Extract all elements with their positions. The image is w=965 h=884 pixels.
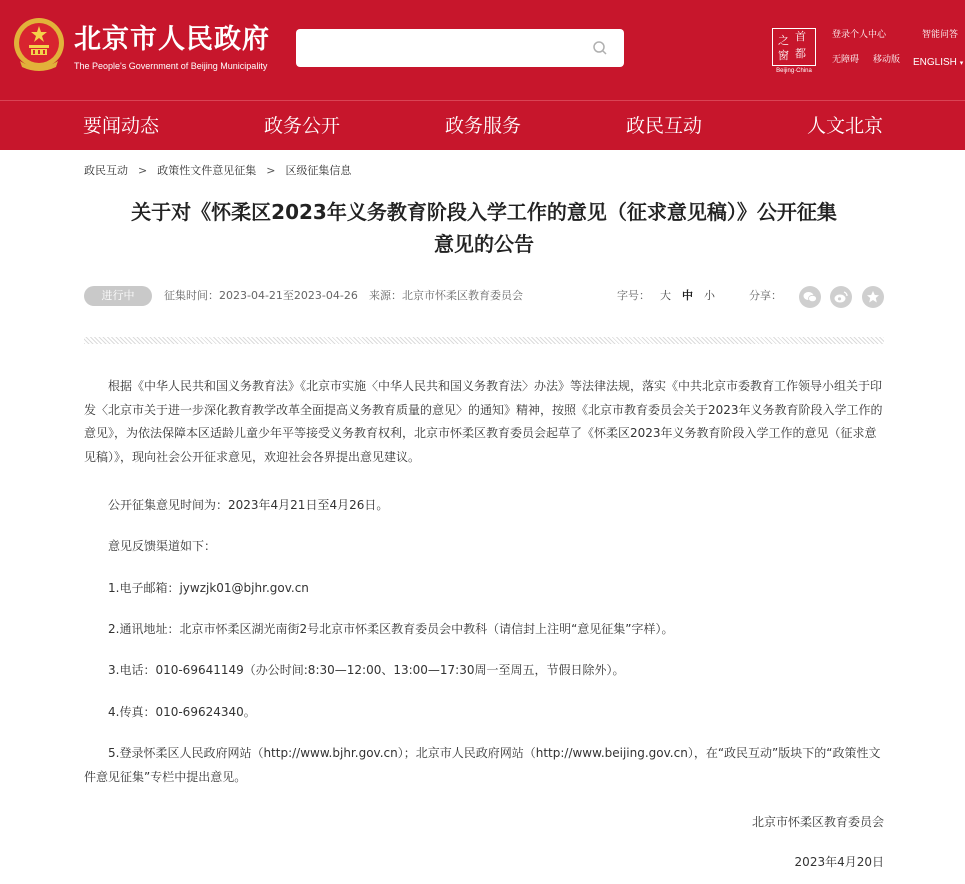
- site-subtitle: The People's Government of Beijing Municipality: [74, 61, 268, 71]
- star-icon[interactable]: [862, 286, 884, 308]
- article-paragraph: 公开征集意见时间为：2023年4月21日至4月26日。: [108, 498, 389, 512]
- page-title: [84, 196, 884, 260]
- capital-logo-glyph: 之: [778, 34, 789, 47]
- font-size-small[interactable]: 小: [704, 289, 715, 302]
- search-box: [296, 29, 624, 67]
- capital-logo-glyph: 都: [795, 47, 806, 60]
- breadcrumb-item[interactable]: 区级征集信息: [285, 164, 352, 177]
- font-size-medium[interactable]: 中: [682, 289, 693, 302]
- main-nav: [0, 100, 965, 150]
- status-badge: 进行中: [84, 286, 152, 306]
- weibo-icon[interactable]: [830, 286, 852, 308]
- divider: [84, 337, 884, 344]
- language-selector[interactable]: [913, 57, 963, 70]
- signature: 北京市怀柔区教育委员会: [751, 815, 884, 829]
- share-label: 分享：: [749, 289, 782, 302]
- wechat-icon[interactable]: [799, 286, 821, 308]
- chevron-down-icon: ▾: [959, 60, 964, 67]
- language-label: ENGLISH: [913, 57, 957, 68]
- nav-item-interaction[interactable]: 政民互动: [626, 115, 703, 137]
- login-link[interactable]: 登录个人中心: [832, 30, 887, 40]
- publish-date: 2023年4月20日: [794, 855, 884, 869]
- page-title-line: 关于对《怀柔区2023年义务教育阶段入学工作的意见（征求意见稿）》公开征集: [131, 200, 837, 224]
- capital-window-logo[interactable]: [772, 28, 816, 76]
- search-icon[interactable]: [592, 40, 608, 56]
- source-value: 北京市怀柔区教育委员会: [402, 289, 523, 302]
- collection-period-value: 2023-04-21至2023-04-26: [219, 289, 358, 302]
- breadcrumb-separator: >: [138, 164, 148, 177]
- article-paragraph: 根据《中华人民共和国义务教育法》《北京市实施〈中华人民共和国义务教育法〉办法》等法律法规，落实《中共北京市委教育工作领导小组关于印发〈北京市关于进一步深化教育教学改革全面提高义务教育质量的意见〉的通知》精神，按照《北京市教育委员会关于2023年义务教育阶段入学工作的意见》，为依法保障本区适龄儿童少年平等接受义务教育权利，北京市怀柔区教育委员会起草了《怀柔区2023年义务教育阶段入学工作的意见（征求意见稿）》，现向社会公开征求意见，欢迎社会各界提出意见建议。: [84, 379, 883, 464]
- breadcrumb-item[interactable]: 政民互动: [84, 164, 128, 177]
- nav-item-culture[interactable]: 人文北京: [807, 115, 884, 137]
- mobile-version-link[interactable]: 移动版: [873, 55, 901, 65]
- article-paragraph: 2.通讯地址：北京市怀柔区湖光南街2号北京市怀柔区教育委员会中教科（请信封上注明“意见征集”字样）。: [108, 622, 674, 636]
- breadcrumb-separator: >: [266, 164, 276, 177]
- article-paragraph: 意见反馈渠道如下：: [108, 539, 217, 553]
- site-title[interactable]: 北京市人民政府: [74, 24, 270, 55]
- nav-item-gov-services[interactable]: 政务服务: [445, 115, 522, 137]
- article-paragraph: 5.登录怀柔区人民政府网站（http://www.bjhr.gov.cn）；北京市人民政府网站（http://www.beijing.gov.cn），在“政民互动”版块下的“政策性文件意见征集”专栏中提出意见。: [84, 746, 881, 784]
- article-paragraph: 4.传真：010-69624340。: [108, 705, 256, 719]
- site-header: [0, 0, 965, 100]
- search-input[interactable]: [296, 29, 586, 67]
- breadcrumb: [84, 163, 351, 179]
- capital-logo-glyph: 窗: [778, 49, 789, 62]
- source-label: 来源：: [369, 289, 402, 302]
- accessibility-link[interactable]: 无障碍: [832, 55, 860, 65]
- national-emblem-icon[interactable]: [12, 17, 66, 73]
- capital-logo-subtitle: Beijing·China: [776, 68, 812, 74]
- page-title-line: 意见的公告: [434, 232, 534, 256]
- font-size-large[interactable]: 大: [660, 289, 671, 302]
- font-size-label: 字号：: [617, 289, 650, 302]
- smart-qa-link[interactable]: 智能问答: [922, 30, 959, 40]
- article-paragraph: 1.电子邮箱：jywzjk01@bjhr.gov.cn: [108, 581, 309, 595]
- collection-period: [164, 288, 358, 304]
- capital-logo-glyph: 首: [795, 30, 806, 43]
- nav-item-news[interactable]: 要闻动态: [83, 115, 160, 137]
- article-paragraph: 3.电话：010-69641149（办公时间:8:30—12:00、13:00—17:30周一至周五，节假日除外）。: [108, 663, 625, 677]
- collection-period-label: 征集时间：: [164, 289, 219, 302]
- breadcrumb-item[interactable]: 政策性文件意见征集: [157, 164, 257, 177]
- source: [369, 288, 523, 304]
- nav-item-gov-affairs[interactable]: 政务公开: [264, 115, 341, 137]
